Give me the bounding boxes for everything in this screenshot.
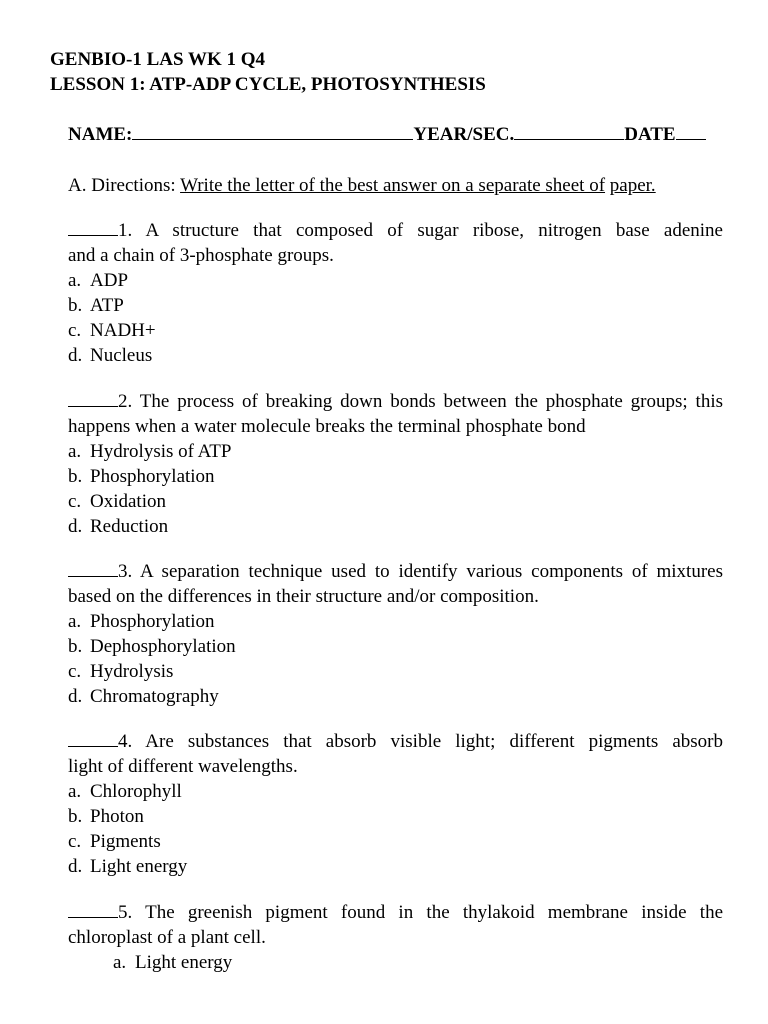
option-c: c. Oxidation <box>68 491 166 512</box>
option-a: a. Light energy <box>113 952 233 973</box>
question-number: 2. <box>118 391 133 412</box>
year-section-label: YEAR/SEC. <box>413 124 515 145</box>
directions-text: Write the letter of the best answer on a separate sheet of <box>180 175 606 196</box>
question-text: Are substances that absorb visible light; different pigments absorb <box>132 731 723 752</box>
worksheet-code: GENBIO-1 LAS WK 1 Q4 <box>50 49 266 70</box>
option-b: b. ATP <box>68 295 124 316</box>
answer-blank <box>68 902 118 918</box>
option-c: c. NADH+ <box>68 320 156 341</box>
question-stem-line2: based on the differences in their structure and/or composition. <box>68 586 539 607</box>
name-blank <box>132 123 413 140</box>
question-stem-line2: happens when a water molecule breaks the terminal phosphate bond <box>68 416 586 437</box>
option-d: d. Chromatography <box>68 686 219 707</box>
answer-blank <box>68 731 118 747</box>
question-2 <box>68 389 723 539</box>
option-a: a. Phosphorylation <box>68 611 215 632</box>
question-stem-line2: and a chain of 3-phosphate groups. <box>68 245 334 266</box>
option-d: d. Nucleus <box>68 345 153 366</box>
question-number: 5. <box>118 902 133 923</box>
lesson-title: LESSON 1: ATP-ADP CYCLE, PHOTOSYNTHESIS <box>50 74 486 95</box>
question-1 <box>68 218 723 368</box>
directions <box>68 175 656 197</box>
question-4 <box>68 729 723 879</box>
student-info-row <box>68 123 706 146</box>
option-b: b. Photon <box>68 806 144 827</box>
name-label: NAME: <box>68 124 133 145</box>
question-text: The process of breaking down bonds between the phosphate groups; this <box>132 391 723 412</box>
answer-blank <box>68 391 118 407</box>
question-stem-line1 <box>68 900 723 925</box>
option-a: a. Hydrolysis of ATP <box>68 441 232 462</box>
directions-text-end: paper. <box>609 175 656 196</box>
directions-prefix: A. Directions: <box>68 175 181 196</box>
option-d: d. Light energy <box>68 856 188 877</box>
option-a: a. Chlorophyll <box>68 781 182 802</box>
option-b: b. Phosphorylation <box>68 466 215 487</box>
question-number: 4. <box>118 731 133 752</box>
question-stem-line1 <box>68 559 723 584</box>
question-3 <box>68 559 723 709</box>
question-text: A separation technique used to identify various components of mixtures <box>132 561 723 582</box>
year-section-blank <box>514 123 624 140</box>
option-a: a. ADP <box>68 270 129 291</box>
question-number: 1. <box>118 220 133 241</box>
question-5 <box>68 900 723 975</box>
question-stem-line2: chloroplast of a plant cell. <box>68 927 266 948</box>
question-stem-line1 <box>68 389 723 414</box>
option-b: b. Dephosphorylation <box>68 636 236 657</box>
option-d: d. Reduction <box>68 516 169 537</box>
date-blank <box>676 123 706 140</box>
question-stem-line2: light of different wavelengths. <box>68 756 298 777</box>
question-text: The greenish pigment found in the thylakoid membrane inside the <box>132 902 723 923</box>
question-text: A structure that composed of sugar ribose, nitrogen base adenine <box>132 220 723 241</box>
date-label: DATE <box>624 124 676 145</box>
question-stem-line1 <box>68 729 723 754</box>
option-c: c. Hydrolysis <box>68 661 174 682</box>
option-c: c. Pigments <box>68 831 161 852</box>
question-number: 3. <box>118 561 133 582</box>
answer-blank <box>68 561 118 577</box>
question-stem-line1 <box>68 218 723 243</box>
answer-blank <box>68 220 118 236</box>
